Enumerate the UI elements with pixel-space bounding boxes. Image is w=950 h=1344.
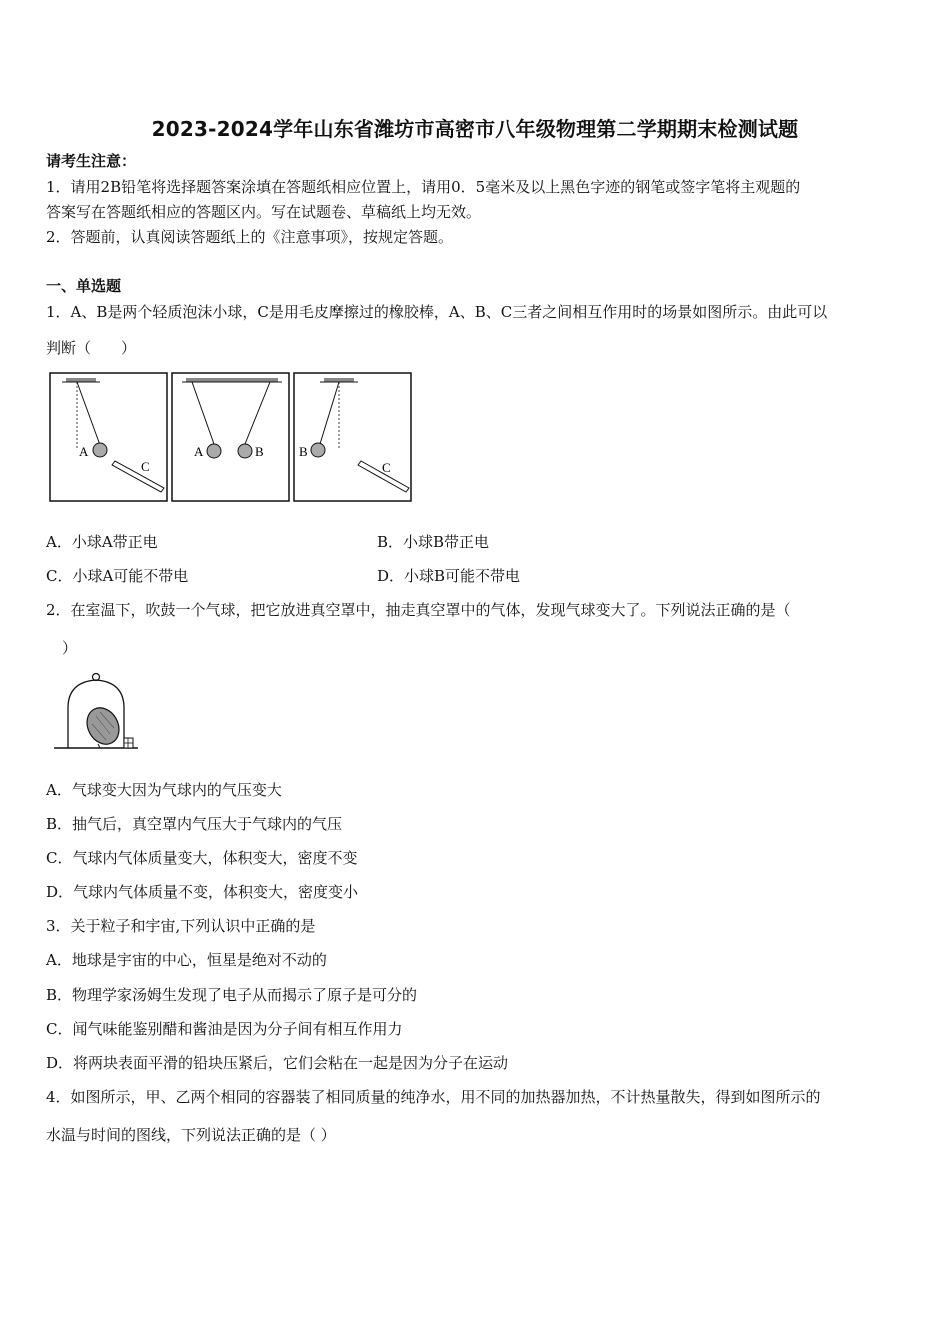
q2-stem-line-2: ） — [62, 639, 78, 657]
q1-label-c3: C — [382, 460, 391, 475]
q1-label-b3: B — [299, 444, 308, 459]
q1-panel-1 — [50, 373, 167, 501]
q2-stem-line-1: 2．在室温下，吹鼓一个气球，把它放进真空罩中，抽走真空罩中的气体，发现气球变大了。下列说法正确的是（ — [46, 601, 791, 619]
q1-label-a1: A — [79, 444, 89, 459]
q3-option-d[interactable]: D．将两块表面平滑的铅块压紧后，它们会粘在一起是因为分子在运动 — [46, 1054, 509, 1072]
q3-stem: 3．关于粒子和宇宙,下列认识中正确的是 — [46, 917, 316, 935]
q1-figure — [48, 370, 414, 504]
q1-option-a[interactable]: A．小球A带正电 — [46, 533, 158, 551]
q1-panel-2 — [172, 373, 289, 501]
q3-option-c[interactable]: C．闻气味能鉴别醋和酱油是因为分子间有相互作用力 — [46, 1020, 403, 1038]
q1-label-b2: B — [255, 444, 264, 459]
q3-option-a[interactable]: A．地球是宇宙的中心，恒星是绝对不动的 — [46, 951, 327, 969]
q1-option-c[interactable]: C．小球A可能不带电 — [46, 567, 189, 585]
q4-stem-line-1: 4．如图所示，甲、乙两个相同的容器装了相同质量的纯净水，用不同的加热器加热，不计热量散失，得到如图所示的 — [46, 1088, 821, 1106]
q1-stem-line-1: 1．A、B是两个轻质泡沫小球，C是用毛皮摩擦过的橡胶棒，A、B、C三者之间相互作用时的场景如图所示。由此可以 — [46, 303, 828, 321]
q2-option-c[interactable]: C．气球内气体质量变大，体积变大，密度不变 — [46, 849, 358, 867]
q1-stem-line-2: 判断（ ） — [46, 339, 137, 357]
q2-option-a[interactable]: A．气球变大因为气球内的气压变大 — [46, 781, 282, 799]
notice-line-2: 答案写在答题纸相应的答题区内。写在试题卷、草稿纸上均无效。 — [46, 203, 482, 221]
notice-heading: 请考生注意： — [46, 152, 137, 170]
q1-option-d[interactable]: D．小球B可能不带电 — [377, 567, 521, 585]
q1-label-c1: C — [141, 459, 150, 474]
q1-option-b[interactable]: B．小球B带正电 — [377, 533, 490, 551]
page-title: 2023-2024学年山东省潍坊市高密市八年级物理第二学期期末检测试题 — [151, 117, 799, 141]
q2-figure — [52, 668, 144, 754]
q2-option-d[interactable]: D．气球内气体质量不变，体积变大，密度变小 — [46, 883, 359, 901]
q3-option-b[interactable]: B．物理学家汤姆生发现了电子从而揭示了原子是可分的 — [46, 986, 418, 1004]
q1-panel-3 — [294, 373, 411, 501]
q4-stem-line-2: 水温与时间的图线，下列说法正确的是（ ） — [46, 1126, 336, 1144]
notice-line-1: 1．请用2B铅笔将选择题答案涂填在答题纸相应位置上，请用0．5毫米及以上黑色字迹的钢笔或签字笔将主观题的 — [46, 178, 801, 196]
notice-line-3: 2．答题前，认真阅读答题纸上的《注意事项》，按规定答题。 — [46, 228, 454, 246]
section-heading: 一、单选题 — [46, 277, 122, 295]
q2-option-b[interactable]: B．抽气后，真空罩内气压大于气球内的气压 — [46, 815, 343, 833]
q1-label-a2: A — [194, 444, 204, 459]
